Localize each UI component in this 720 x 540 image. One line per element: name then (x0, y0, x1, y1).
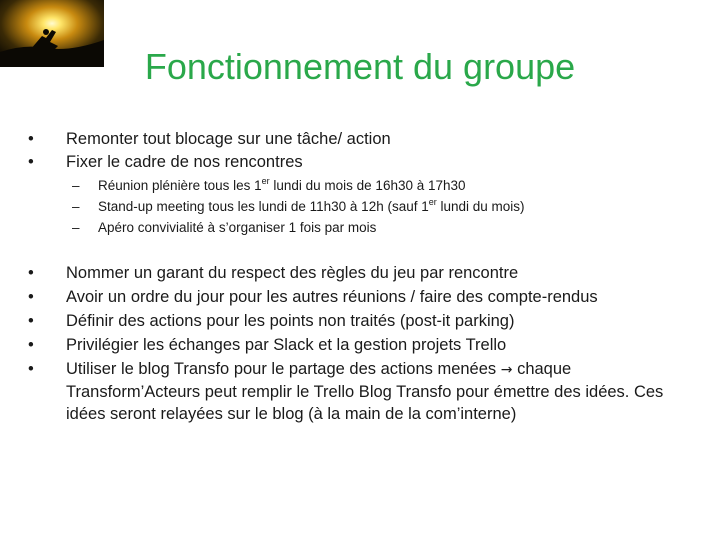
bullet-text: Privilégier les échanges par Slack et la gestion projets Trello (66, 336, 507, 354)
dash-marker: – (72, 178, 80, 193)
bullet-text: Définir des actions pour les points non traités (post-it parking) (66, 312, 515, 330)
superscript: er (428, 197, 437, 207)
sub-bullet-text: Réunion plénière tous les 1 (98, 178, 262, 193)
slide-title: Fonctionnement du groupe (144, 46, 576, 87)
bullet-text-part: chaque Transform’Acteurs peut remplir le Trello Blog Transfo pour émettre des idées. Ces idées seront relayées sur le blog (à la main de la com’interne) (66, 360, 664, 423)
dash-marker: – (72, 199, 80, 214)
bullet-text: Remonter tout blocage sur une tâche/ action (66, 130, 391, 148)
bullet-text: Nommer un garant du respect des règles du jeu par rencontre (66, 264, 519, 282)
bullet-item (28, 358, 668, 425)
bullet-text-part: Utiliser le blog Transfo pour le partage des actions menées (66, 360, 501, 378)
arrow-icon: → (500, 362, 513, 378)
sub-bullet-item (72, 218, 376, 238)
bullet-marker: • (28, 336, 34, 354)
superscript: er (261, 176, 270, 186)
bullet-marker: • (28, 130, 34, 148)
bullet-item (28, 262, 518, 284)
sub-bullet-text: Stand-up meeting tous les lundi de 11h30 à 12h (sauf 1 (98, 199, 429, 214)
sub-bullet-item (72, 197, 525, 217)
sub-bullet-text: Apéro convivialité à s’organiser 1 fois par mois (98, 220, 377, 235)
sub-bullet-text-rest: lundi du mois de 16h30 à 17h30 (269, 178, 466, 193)
sub-bullet-item (72, 176, 466, 196)
bullet-item (28, 310, 514, 332)
dash-marker: – (72, 220, 80, 235)
bullet-item (28, 128, 391, 150)
bullet-marker: • (28, 153, 34, 171)
sub-bullet-text-rest: lundi du mois) (436, 199, 525, 214)
bullet-marker: • (28, 288, 34, 306)
bullet-item (28, 286, 598, 308)
bullet-marker: • (28, 312, 34, 330)
bullet-text (66, 358, 668, 425)
bullet-item (28, 151, 303, 173)
bullet-text: Fixer le cadre de nos rencontres (66, 153, 303, 171)
bullet-marker: • (28, 360, 34, 378)
bullet-marker: • (28, 264, 34, 282)
bullet-item (28, 334, 506, 356)
bullet-text: Avoir un ordre du jour pour les autres réunions / faire des compte-rendus (66, 288, 598, 306)
